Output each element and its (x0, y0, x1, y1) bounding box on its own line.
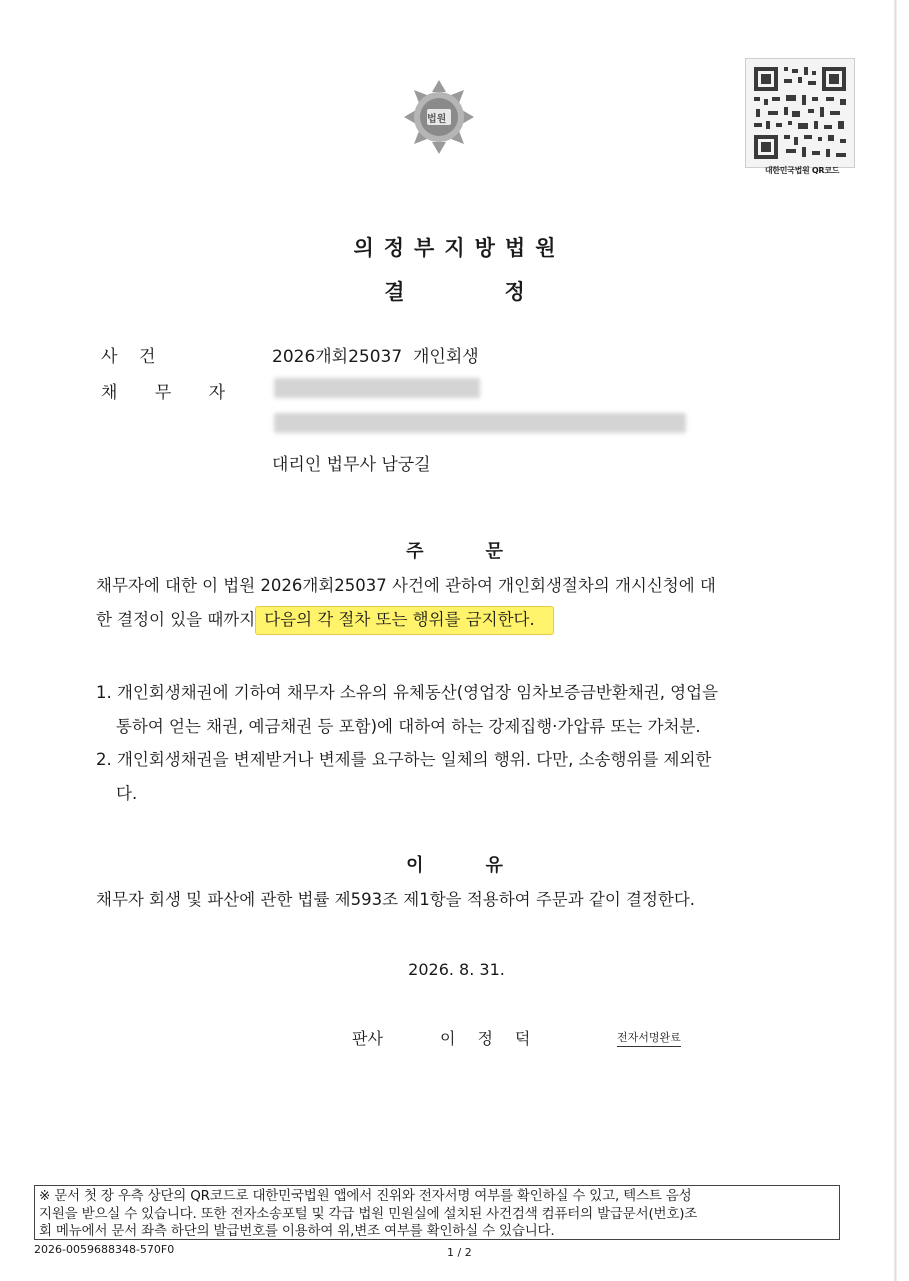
qr-caption: 대한민국법원 QR코드 (764, 166, 840, 175)
debtor-name-redacted (274, 378, 480, 398)
judge-label: 판사 (352, 1029, 383, 1048)
notice-line-2: 지원을 받으실 수 있습니다. 또한 전자소송포털 및 각급 법원 민원실에 설치된 사건검색 컴퓨터의 발급문서(번호)조 (39, 1205, 698, 1222)
page-number: 1 / 2 (447, 1246, 472, 1259)
decision-date: 2026. 8. 31. (408, 960, 505, 979)
court-name: 의정부지방법원 (353, 236, 566, 260)
case-value: 2026개회25037 개인회생 (272, 347, 479, 367)
reason-heading: 이유 (406, 855, 565, 876)
order-highlight: 다음의 각 절차 또는 행위를 금지한다. (255, 606, 554, 635)
notice-line-1: ※ 문서 첫 장 우측 상단의 QR코드로 대한민국법원 앱에서 진위와 전자서명 여부를 확인하실 수 있고, 텍스트 음성 (39, 1188, 692, 1204)
verification-notice (34, 1185, 840, 1240)
order-item-1-line-2: 통하여 얻는 채권, 예금채권 등 포함)에 대하여 하는 강제집행·가압류 또는 가처분. (116, 717, 701, 736)
issue-number: 2026-0059688348-570F0 (34, 1243, 175, 1256)
order-item-2-line-1: 2. 개인회생채권을 변제받거나 변제를 요구하는 일체의 행위. 다만, 소송행위를 제외한 (96, 750, 712, 769)
order-heading: 주문 (406, 541, 565, 562)
order-line-1: 채무자에 대한 이 법원 2026개회25037 사건에 관하여 개인회생절차의 개시신청에 대 (96, 576, 716, 595)
debtor-label: 채 무 자 (101, 383, 242, 403)
agent: 대리인 법무사 남궁길 (272, 455, 431, 475)
emblem-text: 법원 (427, 114, 447, 125)
order-line-2-prefix: 한 결정이 있을 때까지 (96, 610, 256, 629)
document-type: 결정 (384, 280, 625, 304)
order-line-2 (96, 604, 554, 636)
qr-code (745, 58, 855, 168)
case-label: 사 건 (101, 347, 156, 367)
reason-text: 채무자 회생 및 파산에 관한 법률 제593조 제1항을 적용하여 주문과 같이 결정한다. (96, 890, 696, 909)
order-item-1-line-1: 1. 개인회생채권에 기하여 채무자 소유의 유체동산(영업장 임차보증금반환채권, 영업을 (96, 683, 719, 702)
scan-edge (894, 0, 897, 1281)
notice-line-3: 회 메뉴에서 문서 좌측 하단의 발급번호를 이용하여 위,변조 여부를 확인하실 수 있습니다. (39, 1223, 555, 1239)
debtor-address-redacted (274, 413, 686, 433)
esign-status: 전자서명완료 (617, 1029, 681, 1047)
judge-name: 이정덕 (440, 1029, 553, 1048)
order-item-2-line-2: 다. (116, 784, 138, 803)
